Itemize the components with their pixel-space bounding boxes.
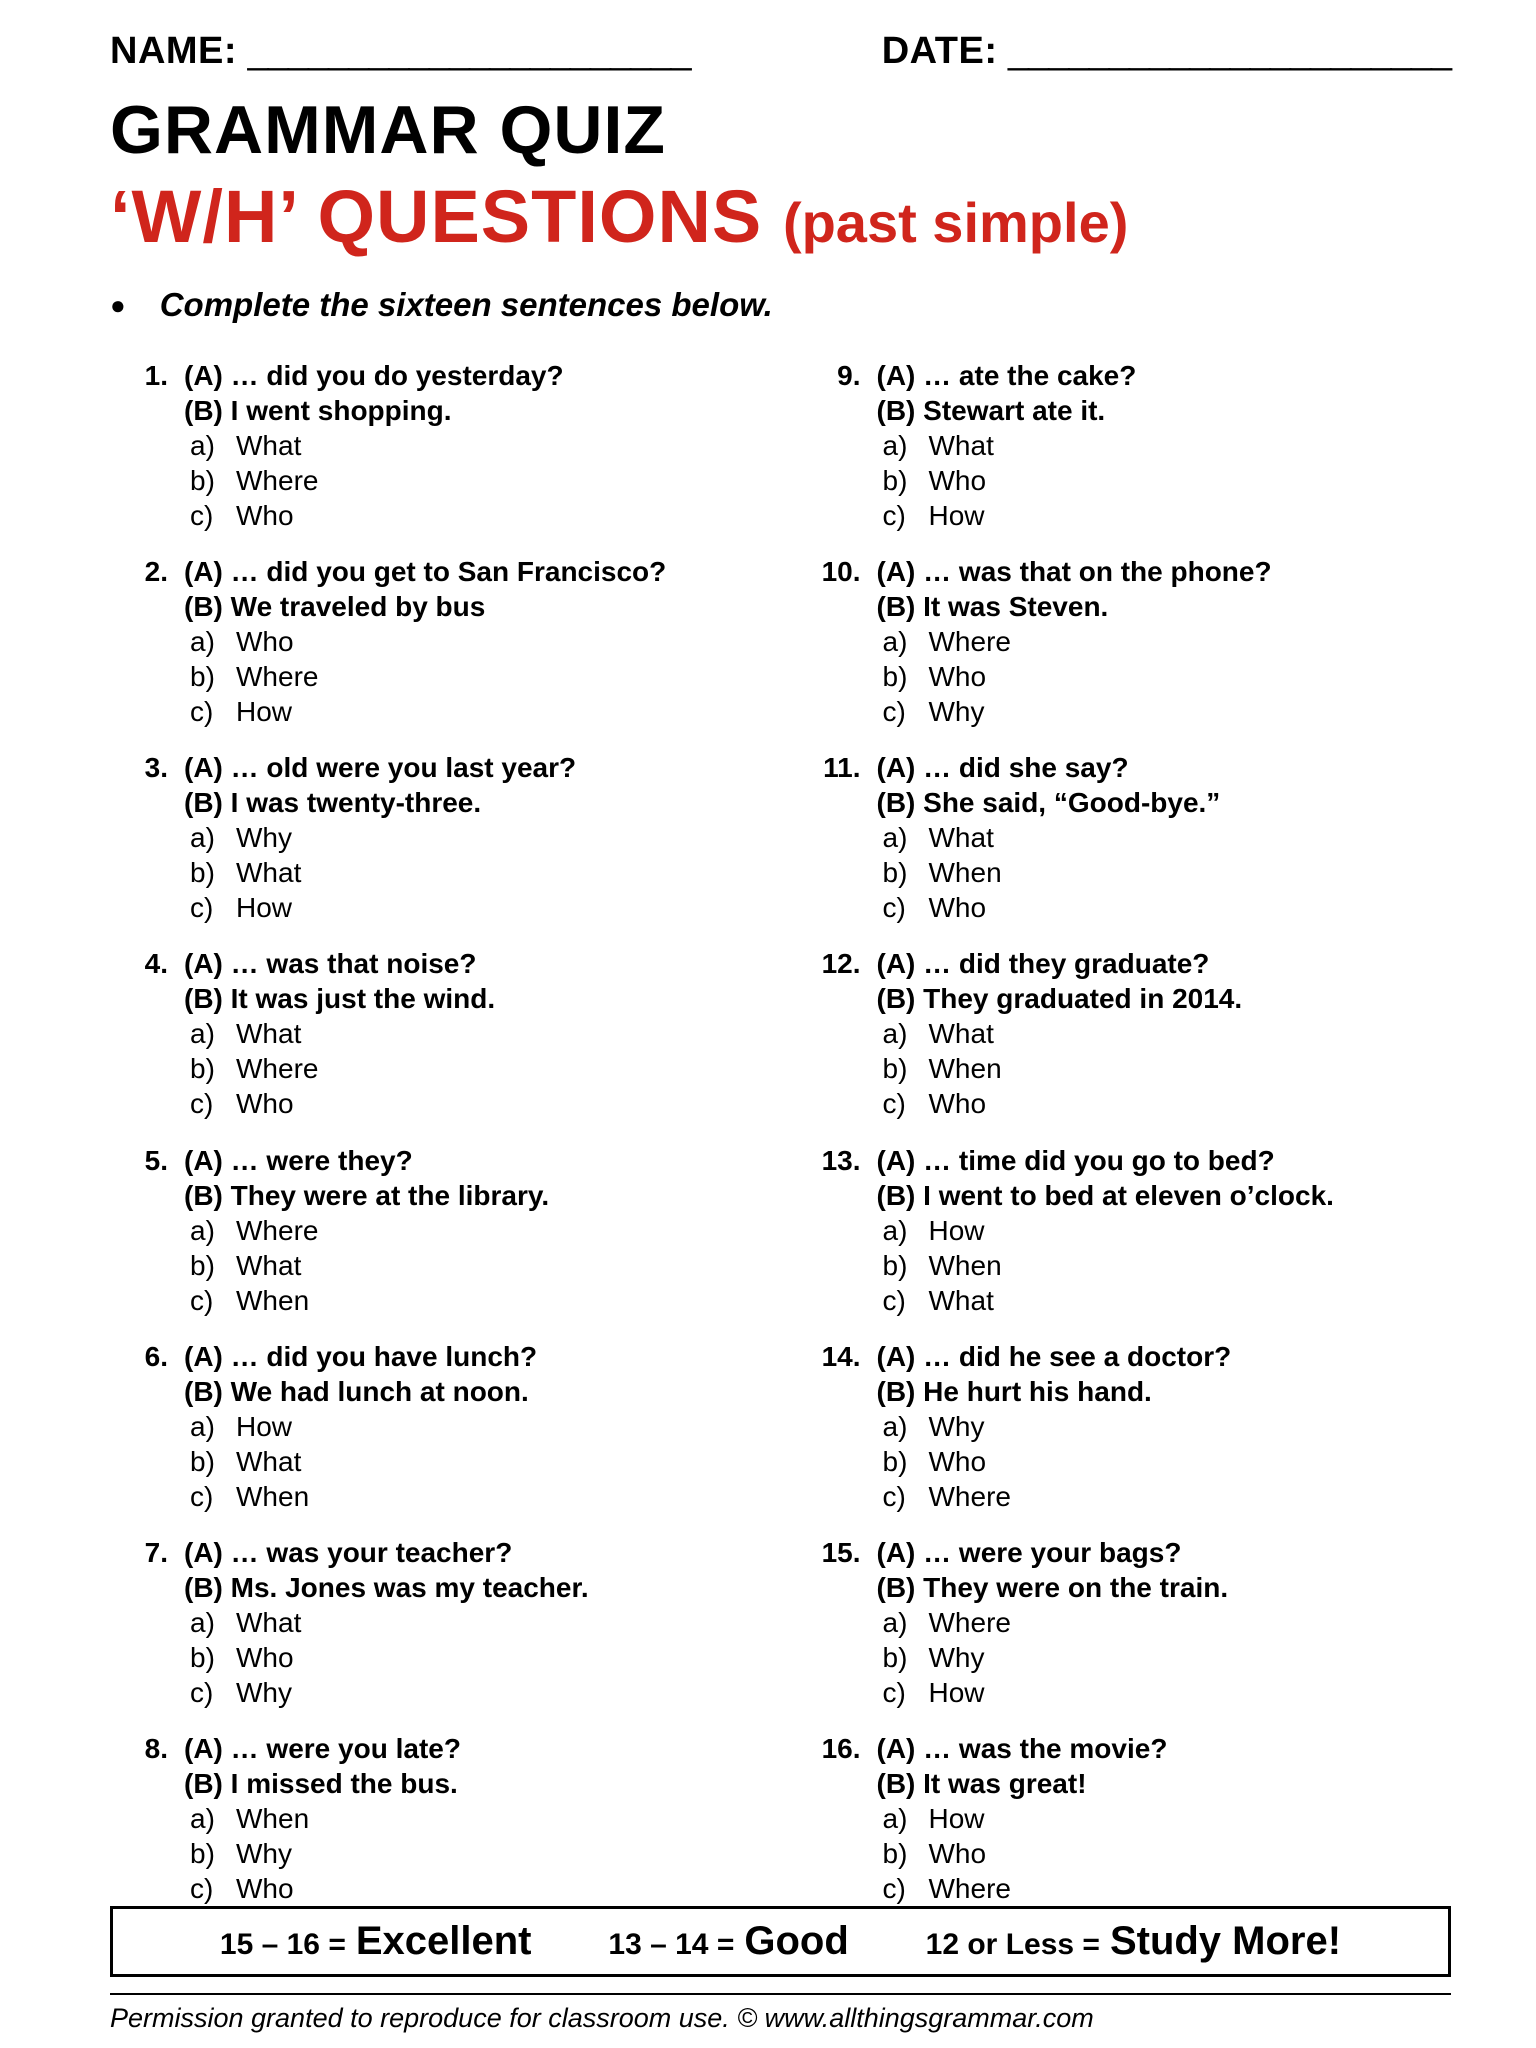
question-item — [110, 1143, 759, 1318]
option-row — [877, 1479, 1452, 1514]
question-prompt: (A) … did you do yesterday? — [184, 360, 564, 392]
option-letter: a) — [190, 1018, 215, 1050]
option-row — [877, 1836, 1452, 1871]
option-text: Who — [236, 500, 294, 532]
option-text: When — [236, 1284, 310, 1316]
date-blank-line: ______________________ — [1008, 30, 1451, 72]
question-prompt: (A) … was the movie? — [876, 1732, 1168, 1764]
option-row — [184, 1479, 759, 1514]
option-row — [184, 463, 759, 498]
option-row — [877, 1871, 1452, 1906]
question-answer: (B) Stewart ate it. — [876, 395, 1106, 427]
option-text: Who — [928, 465, 987, 497]
option-row — [877, 659, 1452, 694]
question-prompt: (A) … did they graduate? — [876, 948, 1210, 980]
question-item — [803, 750, 1452, 925]
scoring-item-excellent — [220, 1919, 532, 1964]
bullet-icon: ● — [110, 290, 126, 321]
option-text: Who — [236, 626, 294, 658]
question-prompt: (A) … did you get to San Francisco? — [184, 556, 667, 588]
question-answer: (B) He hurt his hand. — [876, 1375, 1152, 1407]
date-field — [882, 30, 1451, 73]
option-row — [877, 855, 1452, 890]
question-body — [184, 1535, 759, 1710]
question-answer: (B) It was just the wind. — [184, 983, 496, 1015]
option-row — [184, 1640, 759, 1675]
page-subtitle — [110, 175, 1451, 259]
option-text: What — [236, 1018, 302, 1050]
option-row — [184, 498, 759, 533]
option-row — [184, 1871, 759, 1906]
question-body — [877, 358, 1452, 533]
option-letter: c) — [882, 1676, 906, 1708]
option-row — [877, 1444, 1452, 1479]
question-number: 16. — [821, 1732, 861, 1764]
option-text: When — [236, 1480, 310, 1512]
option-row — [184, 1675, 759, 1710]
question-answer: (B) It was Steven. — [876, 591, 1109, 623]
option-letter: b) — [190, 661, 215, 693]
option-text: What — [236, 857, 302, 889]
question-answer: (B) They were at the library. — [184, 1179, 550, 1211]
option-text: What — [928, 1018, 994, 1050]
option-text: Who — [928, 1837, 987, 1869]
option-row — [877, 1640, 1452, 1675]
question-prompt: (A) … were they? — [184, 1144, 413, 1176]
question-answer: (B) We traveled by bus — [184, 591, 486, 623]
option-letter: c) — [190, 1088, 214, 1120]
option-row — [184, 1016, 759, 1051]
option-letter: b) — [190, 1249, 215, 1281]
option-row — [877, 1801, 1452, 1836]
scoring-box — [110, 1906, 1451, 1977]
option-letter: b) — [882, 465, 908, 497]
option-letter: c) — [190, 1872, 214, 1904]
questions-grid — [110, 358, 1451, 1906]
question-prompt: (A) … was your teacher? — [184, 1536, 513, 1568]
question-prompt: (A) … were you late? — [184, 1732, 461, 1764]
question-item — [803, 1339, 1452, 1514]
scoring-item-good — [608, 1919, 848, 1964]
option-letter: b) — [190, 1445, 215, 1477]
scoring-range: 15 – 16 = — [219, 1928, 346, 1961]
option-letter: a) — [882, 430, 908, 462]
option-text: Who — [928, 1088, 987, 1120]
question-number: 15. — [821, 1536, 861, 1568]
question-prompt: (A) … did he see a doctor? — [876, 1340, 1232, 1372]
question-item — [110, 1731, 759, 1906]
question-answer: (B) It was great! — [876, 1767, 1087, 1799]
option-row — [877, 498, 1452, 533]
option-row — [877, 694, 1452, 729]
option-letter: a) — [190, 1214, 215, 1246]
question-answer: (B) They graduated in 2014. — [876, 983, 1243, 1015]
option-text: Where — [236, 465, 319, 497]
question-number: 1. — [144, 360, 168, 392]
question-number: 3. — [144, 752, 168, 784]
option-text: How — [928, 1676, 985, 1708]
option-row — [184, 855, 759, 890]
option-text: Who — [928, 661, 987, 693]
option-letter: b) — [882, 1445, 908, 1477]
option-text: How — [236, 1410, 293, 1442]
option-row — [184, 1836, 759, 1871]
option-row — [184, 624, 759, 659]
question-body — [877, 946, 1452, 1121]
question-item — [803, 946, 1452, 1121]
question-number: 2. — [144, 556, 168, 588]
question-prompt: (A) … was that on the phone? — [876, 556, 1272, 588]
subtitle-suffix: (past simple) — [782, 191, 1129, 255]
option-row — [184, 820, 759, 855]
option-letter: a) — [882, 1802, 908, 1834]
question-number: 4. — [144, 948, 168, 980]
question-body — [877, 554, 1452, 729]
scoring-item-study-more — [926, 1919, 1341, 1964]
question-item — [110, 358, 759, 533]
date-label: DATE: — [881, 30, 998, 72]
option-letter: a) — [882, 822, 908, 854]
option-letter: a) — [190, 1606, 215, 1638]
option-letter: a) — [882, 1410, 908, 1442]
option-letter: b) — [190, 465, 215, 497]
option-text: Where — [928, 626, 1011, 658]
option-row — [877, 1283, 1452, 1318]
option-letter: a) — [190, 626, 215, 658]
question-answer: (B) I missed the bus. — [184, 1767, 458, 1799]
option-text: Why — [928, 1641, 985, 1673]
option-text: Why — [236, 822, 292, 854]
option-row — [877, 1051, 1452, 1086]
scoring-grade: Good — [744, 1919, 849, 1963]
question-prompt: (A) … was that noise? — [184, 948, 477, 980]
option-letter: c) — [882, 696, 906, 728]
question-item — [110, 750, 759, 925]
question-column-right — [803, 358, 1452, 1906]
question-answer: (B) We had lunch at noon. — [184, 1375, 529, 1407]
question-number: 8. — [144, 1732, 168, 1764]
question-answer: (B) I went shopping. — [184, 395, 452, 427]
option-text: Where — [928, 1872, 1011, 1904]
question-body — [877, 1143, 1452, 1318]
option-letter: c) — [190, 1480, 214, 1512]
name-label: NAME: — [110, 30, 238, 72]
question-body — [184, 946, 759, 1121]
option-letter: b) — [882, 1641, 908, 1673]
question-number: 11. — [823, 752, 861, 784]
option-letter: a) — [882, 1214, 908, 1246]
option-text: What — [236, 1606, 302, 1638]
question-body — [184, 750, 759, 925]
option-text: What — [236, 1249, 302, 1281]
scoring-grade: Study More! — [1109, 1919, 1342, 1963]
option-letter: b) — [882, 1053, 908, 1085]
question-item — [110, 946, 759, 1121]
option-row — [877, 1409, 1452, 1444]
option-row — [184, 1444, 759, 1479]
question-body — [877, 1339, 1452, 1514]
option-text: How — [928, 1214, 985, 1246]
question-body — [184, 554, 759, 729]
option-text: Where — [928, 1480, 1011, 1512]
option-text: What — [928, 822, 994, 854]
option-letter: b) — [190, 857, 215, 889]
question-number: 10. — [821, 556, 861, 588]
option-row — [184, 1086, 759, 1121]
question-number: 6. — [144, 1340, 168, 1372]
question-answer: (B) Ms. Jones was my teacher. — [184, 1571, 589, 1603]
question-answer: (B) She said, “Good-bye.” — [876, 787, 1221, 819]
option-row — [877, 1213, 1452, 1248]
question-item — [110, 554, 759, 729]
question-column-left — [110, 358, 759, 1906]
option-row — [184, 1801, 759, 1836]
question-prompt: (A) … were your bags? — [876, 1536, 1182, 1568]
option-row — [877, 1248, 1452, 1283]
option-letter: c) — [190, 696, 214, 728]
question-answer: (B) I went to bed at eleven o’clock. — [876, 1179, 1334, 1211]
option-letter: b) — [190, 1641, 215, 1673]
scoring-grade: Excellent — [355, 1919, 532, 1963]
question-prompt: (A) … time did you go to bed? — [876, 1144, 1275, 1176]
option-row — [877, 820, 1452, 855]
question-item — [803, 554, 1452, 729]
option-row — [184, 1051, 759, 1086]
option-text: Who — [236, 1872, 294, 1904]
question-body — [184, 1339, 759, 1514]
option-letter: c) — [190, 892, 214, 924]
option-row — [184, 428, 759, 463]
question-body — [184, 1731, 759, 1906]
option-letter: c) — [882, 892, 906, 924]
option-letter: b) — [882, 1837, 908, 1869]
option-row — [184, 694, 759, 729]
option-text: What — [928, 1284, 994, 1316]
question-body — [877, 750, 1452, 925]
option-text: Why — [236, 1676, 292, 1708]
instruction-text: Complete the sixteen sentences below. — [159, 286, 773, 324]
option-text: When — [928, 857, 1002, 889]
option-text: Why — [236, 1837, 292, 1869]
subtitle-main: ‘W/H’ QUESTIONS — [110, 175, 763, 259]
question-number: 5. — [144, 1144, 168, 1176]
option-letter: a) — [882, 1606, 908, 1638]
option-letter: c) — [882, 500, 906, 532]
option-text: How — [928, 1802, 985, 1834]
option-row — [877, 624, 1452, 659]
option-text: Who — [236, 1641, 294, 1673]
question-number: 9. — [837, 360, 861, 392]
option-text: Why — [928, 1410, 985, 1442]
option-text: When — [928, 1053, 1002, 1085]
question-item — [803, 358, 1452, 533]
question-prompt: (A) … ate the cake? — [876, 360, 1137, 392]
option-letter: b) — [882, 1249, 908, 1281]
option-text: What — [236, 1445, 302, 1477]
option-letter: a) — [190, 1410, 215, 1442]
option-row — [877, 463, 1452, 498]
question-item — [803, 1535, 1452, 1710]
option-row — [184, 1605, 759, 1640]
question-prompt: (A) … old were you last year? — [184, 752, 577, 784]
option-text: Where — [236, 661, 319, 693]
question-number: 7. — [144, 1536, 168, 1568]
question-number: 14. — [821, 1340, 861, 1372]
option-row — [184, 1248, 759, 1283]
name-field — [110, 30, 691, 73]
option-text: When — [928, 1249, 1002, 1281]
footer-text: Permission granted to reproduce for classroom use. © www.allthingsgrammar.com — [110, 2003, 1094, 2033]
option-row — [184, 1213, 759, 1248]
question-answer: (B) I was twenty-three. — [184, 787, 482, 819]
question-prompt: (A) … did you have lunch? — [184, 1340, 538, 1372]
option-letter: a) — [190, 430, 215, 462]
option-text: How — [236, 892, 293, 924]
option-text: When — [236, 1802, 310, 1834]
option-text: Who — [928, 892, 987, 924]
option-letter: c) — [882, 1284, 906, 1316]
option-row — [877, 428, 1452, 463]
question-item — [803, 1143, 1452, 1318]
scoring-range: 13 – 14 = — [608, 1928, 735, 1961]
option-text: Where — [928, 1606, 1011, 1638]
option-row — [184, 1409, 759, 1444]
question-prompt: (A) … did she say? — [876, 752, 1129, 784]
footer-note — [110, 1993, 1451, 2038]
option-text: What — [928, 430, 994, 462]
option-letter: c) — [190, 1676, 214, 1708]
name-blank-line: ______________________ — [247, 30, 691, 72]
option-row — [877, 1675, 1452, 1710]
option-text: Who — [236, 1088, 294, 1120]
question-body — [877, 1731, 1452, 1906]
option-letter: a) — [882, 1018, 908, 1050]
question-number: 12. — [821, 948, 861, 980]
option-text: Why — [928, 696, 985, 728]
option-letter: a) — [190, 822, 215, 854]
header — [110, 30, 1451, 73]
question-body — [184, 1143, 759, 1318]
question-body — [877, 1535, 1452, 1710]
option-letter: b) — [190, 1837, 215, 1869]
option-row — [184, 890, 759, 925]
option-letter: a) — [190, 1802, 215, 1834]
question-body — [184, 358, 759, 533]
question-item — [803, 1731, 1452, 1906]
option-row — [877, 890, 1452, 925]
option-row — [184, 1283, 759, 1318]
option-text: Who — [928, 1445, 987, 1477]
question-answer: (B) They were on the train. — [876, 1571, 1229, 1603]
option-letter: c) — [190, 500, 214, 532]
scoring-range: 12 or Less = — [925, 1928, 1100, 1961]
option-letter: c) — [882, 1088, 906, 1120]
option-letter: b) — [882, 661, 908, 693]
option-letter: b) — [190, 1053, 215, 1085]
option-letter: c) — [882, 1872, 906, 1904]
option-letter: b) — [882, 857, 908, 889]
question-item — [110, 1535, 759, 1710]
question-item — [110, 1339, 759, 1514]
option-row — [877, 1016, 1452, 1051]
option-row — [877, 1605, 1452, 1640]
option-text: What — [236, 430, 302, 462]
option-text: Where — [236, 1214, 319, 1246]
option-text: How — [928, 500, 985, 532]
option-row — [184, 659, 759, 694]
option-text: Where — [236, 1053, 319, 1085]
option-letter: c) — [882, 1480, 906, 1512]
option-text: How — [236, 696, 293, 728]
page-title: GRAMMAR QUIZ — [110, 92, 666, 168]
instruction-row — [110, 286, 1451, 324]
option-row — [877, 1086, 1452, 1121]
question-number: 13. — [821, 1144, 861, 1176]
option-letter: c) — [190, 1284, 214, 1316]
option-letter: a) — [882, 626, 908, 658]
